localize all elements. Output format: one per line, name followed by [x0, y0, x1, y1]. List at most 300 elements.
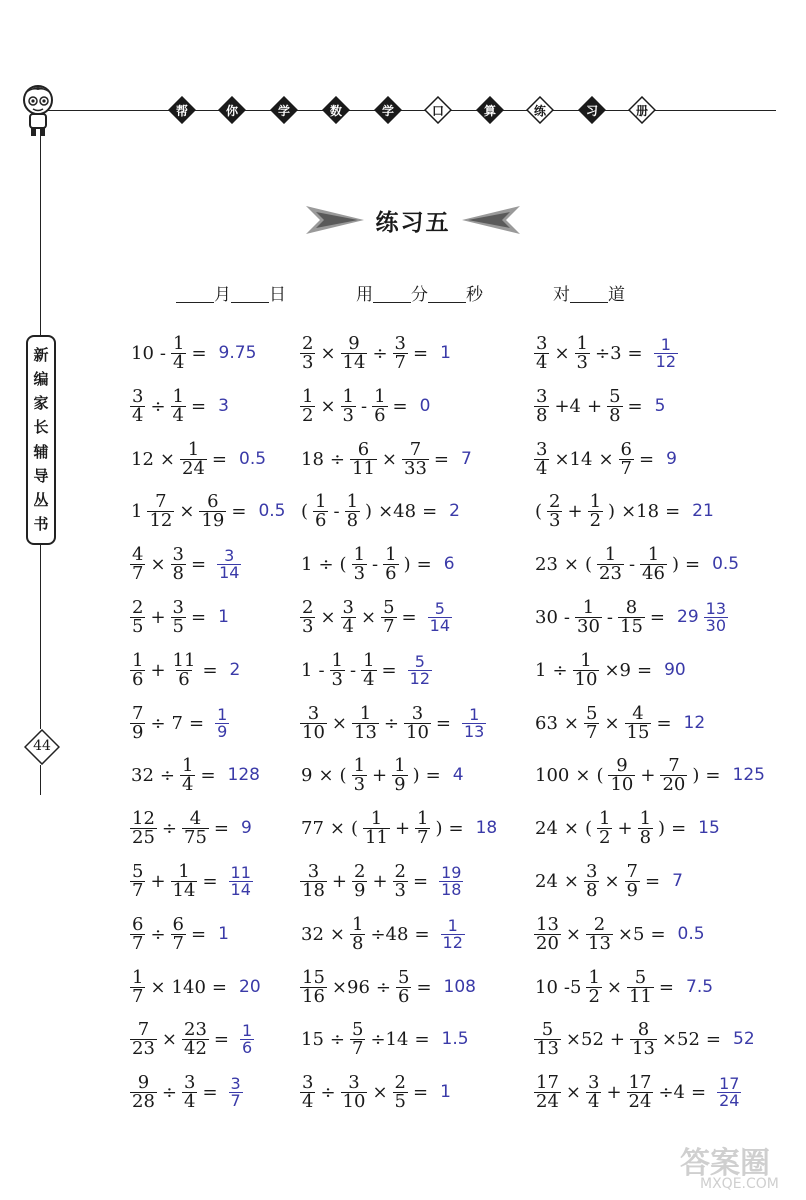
problem-expression [128, 438, 230, 479]
fraction [300, 385, 315, 426]
problem [298, 698, 488, 748]
expression-token: ÷14 [370, 1028, 409, 1050]
problem-expression [532, 966, 677, 1007]
expression-token: 2 [229, 660, 241, 680]
expression-token: ÷ [161, 817, 177, 839]
expression-token: - [318, 659, 325, 681]
expression-token: = [627, 342, 643, 364]
banner-diamond [270, 96, 298, 124]
handwritten-answer[interactable] [216, 343, 260, 363]
expression-token: = [213, 1028, 229, 1050]
handwritten-answer[interactable] [213, 704, 231, 741]
expression-token: ) [403, 553, 411, 575]
fraction-denominator: 14 [230, 879, 251, 899]
handwritten-answer[interactable] [709, 554, 742, 574]
expression-token: ÷ [150, 712, 166, 734]
fraction-denominator: 6 [242, 1037, 253, 1057]
problem-expression [532, 438, 657, 479]
expression-token: 18 [475, 818, 498, 838]
fraction-numerator: 1 [132, 966, 144, 988]
fraction-numerator: 1 [331, 649, 343, 671]
month-label: 月 [214, 285, 231, 305]
handwritten-answer[interactable] [652, 396, 669, 416]
fraction-numerator: 7 [409, 438, 422, 460]
expression-token: = [671, 817, 687, 839]
fraction-denominator: 46 [642, 562, 665, 584]
handwritten-answer[interactable] [255, 501, 288, 521]
expression-token: = [191, 342, 207, 364]
handwritten-answer[interactable] [661, 660, 689, 680]
fraction-denominator: 5 [132, 615, 144, 637]
expression-token: × [575, 764, 591, 786]
problem [128, 486, 289, 536]
problem [532, 434, 680, 484]
fraction-numerator: 19 [441, 862, 462, 882]
fraction [408, 651, 432, 688]
fraction-numerator: 5 [132, 860, 144, 882]
problem-expression [128, 860, 221, 901]
fraction-denominator: 12 [149, 509, 173, 531]
problem [298, 1014, 472, 1064]
handwritten-answer[interactable] [669, 871, 686, 891]
fraction-numerator: 3 [411, 702, 424, 724]
banner-char: 习 [585, 104, 598, 118]
fraction-numerator: 1 [132, 649, 144, 671]
fraction-denominator: 7 [132, 985, 144, 1007]
expression-token: = [435, 712, 451, 734]
expression-token: ÷ [329, 1028, 345, 1050]
fraction-numerator: 12 [132, 807, 155, 829]
fraction-numerator: 3 [307, 860, 320, 882]
banner-diamond [578, 96, 606, 124]
expression-token: 24 [535, 817, 558, 839]
handwritten-answer[interactable] [689, 501, 717, 521]
day-blank[interactable] [231, 302, 269, 303]
problem-expression [532, 860, 663, 901]
handwritten-answer[interactable] [437, 1082, 454, 1102]
problem-expression [128, 966, 230, 1007]
fraction [229, 1073, 243, 1110]
problem [298, 856, 465, 906]
fraction-numerator: 1 [599, 807, 611, 829]
expression-token: ( [596, 764, 604, 786]
expression-token: + [372, 764, 388, 786]
fraction-numerator: 9 [616, 754, 628, 776]
expression-token: 90 [664, 660, 686, 680]
problem [298, 803, 500, 853]
fraction-denominator: 18 [441, 879, 462, 899]
fraction-numerator: 5 [383, 596, 395, 618]
month-blank[interactable] [176, 302, 214, 303]
handwritten-answer[interactable] [715, 1073, 743, 1110]
series-char: 丛 [33, 491, 49, 510]
expression-token: 77 [301, 817, 324, 839]
expression-token: ÷3 [595, 342, 622, 364]
fraction-denominator: 28 [132, 1090, 155, 1112]
fraction-numerator: 1 [385, 543, 397, 565]
fraction [383, 543, 398, 584]
fraction-denominator: 7 [352, 1037, 364, 1059]
fraction [341, 385, 356, 426]
handwritten-answer[interactable] [730, 765, 768, 785]
handwritten-answer[interactable] [681, 713, 709, 733]
fraction-numerator: 1 [353, 754, 366, 776]
expression-token: × [179, 500, 195, 522]
fraction-numerator: 1 [580, 649, 592, 671]
fraction [638, 807, 653, 848]
handwritten-answer[interactable] [439, 1029, 472, 1049]
fraction-numerator: 1 [359, 702, 372, 724]
problem-expression [298, 385, 411, 426]
expression-token: ÷ [552, 659, 568, 681]
fraction [573, 649, 600, 690]
fraction [441, 915, 465, 952]
fraction-numerator: 2 [354, 860, 366, 882]
expression-token: - [372, 553, 379, 575]
problem-expression [298, 966, 435, 1007]
fraction [586, 913, 613, 954]
fraction-numerator: 1 [352, 913, 364, 935]
fraction-denominator: 42 [184, 1037, 207, 1059]
expression-token: = [416, 976, 432, 998]
fraction-denominator: 24 [536, 1090, 559, 1112]
expression-token: ×96 [331, 976, 370, 998]
expression-token: = [413, 1081, 429, 1103]
expression-token: ( [585, 553, 593, 575]
expression-token: × [598, 448, 614, 470]
handwritten-answer[interactable] [446, 501, 463, 521]
fraction [300, 702, 327, 743]
fraction [597, 807, 612, 848]
problem-expression [298, 649, 400, 690]
expression-token: 0.5 [239, 449, 267, 469]
fraction [608, 754, 635, 795]
fraction [534, 438, 549, 479]
expression-token: ( [535, 500, 543, 522]
problem [128, 645, 243, 695]
fraction [402, 438, 429, 479]
handwritten-answer[interactable] [437, 343, 454, 363]
fraction [404, 702, 431, 743]
fraction [627, 1071, 654, 1112]
fraction-numerator: 3 [172, 596, 184, 618]
fraction-numerator: 4 [132, 543, 144, 565]
fraction-denominator: 2 [599, 826, 611, 848]
fraction-denominator: 10 [574, 668, 598, 690]
fraction-denominator: 13 [588, 932, 611, 954]
problem-expression [532, 332, 646, 373]
fraction-denominator: 2 [588, 985, 600, 1007]
fraction [717, 1073, 741, 1110]
problem-expression [298, 754, 444, 795]
expression-token: ) [671, 553, 679, 575]
problem [128, 962, 264, 1012]
expression-token: × [565, 1081, 581, 1103]
fraction-numerator: 7 [626, 860, 638, 882]
fraction [130, 860, 145, 901]
problem-expression [532, 1071, 709, 1112]
expression-token: × [606, 976, 622, 998]
handwritten-answer[interactable] [238, 1020, 256, 1057]
expression-token: ÷ [320, 1081, 336, 1103]
problem-expression [128, 332, 210, 373]
handwritten-answer[interactable] [426, 598, 454, 635]
handwritten-answer[interactable] [458, 449, 475, 469]
expression-token: × [563, 712, 579, 734]
series-char: 新 [33, 345, 49, 364]
fraction-numerator: 2 [394, 860, 406, 882]
expression-token: × [604, 712, 620, 734]
fraction [171, 860, 198, 901]
fraction-numerator: 1 [647, 543, 660, 565]
expression-token: = [191, 395, 207, 417]
fraction-denominator: 4 [588, 1090, 600, 1112]
handwritten-answer[interactable] [439, 915, 467, 952]
handwritten-answer[interactable] [215, 545, 243, 582]
fraction-denominator: 6 [315, 509, 327, 531]
fraction-denominator: 30 [577, 615, 600, 637]
expression-token: - [628, 553, 636, 575]
problem-expression [298, 1018, 433, 1059]
fraction-numerator: 15 [302, 966, 325, 988]
handwritten-answer[interactable] [236, 449, 269, 469]
handwritten-answer[interactable] [441, 554, 458, 574]
problem [532, 909, 708, 959]
fraction [300, 1071, 315, 1112]
expression-token: 9 [301, 764, 313, 786]
problem [532, 645, 689, 695]
expression-token: ÷ [318, 553, 334, 575]
fraction-denominator: 10 [610, 773, 634, 795]
problem [128, 328, 259, 378]
second-blank[interactable] [428, 302, 466, 303]
expression-token: 7 [171, 712, 183, 734]
handwritten-answer[interactable] [460, 704, 488, 741]
banner-diamond [218, 96, 246, 124]
fraction-denominator: 7 [172, 932, 184, 954]
minute-blank[interactable] [373, 302, 411, 303]
fraction-denominator: 14 [172, 879, 196, 901]
handwritten-answer[interactable] [674, 598, 730, 635]
banner-diamond [526, 96, 554, 124]
banner-char: 册 [635, 104, 648, 118]
fraction-denominator: 9 [217, 721, 228, 741]
fraction-numerator: 2 [394, 1071, 406, 1093]
expression-token: 18 [301, 448, 324, 470]
problem [532, 328, 680, 378]
fraction-denominator: 12 [442, 932, 463, 952]
fraction-denominator: 24 [719, 1090, 740, 1110]
fraction-numerator: 7 [132, 702, 144, 724]
expression-token: ×52 [565, 1028, 604, 1050]
handwritten-answer[interactable] [437, 862, 465, 899]
expression-token: + [567, 500, 583, 522]
handwritten-answer[interactable] [215, 396, 232, 416]
fraction-numerator: 17 [628, 1071, 652, 1093]
expression-token: ) [435, 817, 443, 839]
expression-token: = [705, 1028, 721, 1050]
fraction-numerator: 13 [705, 598, 726, 618]
fraction-numerator: 1 [370, 807, 383, 829]
handwritten-answer[interactable] [227, 1073, 245, 1110]
fraction [130, 596, 145, 637]
expression-token: ÷ [383, 712, 399, 734]
fraction-numerator: 7 [137, 1018, 150, 1040]
handwritten-answer[interactable] [215, 607, 232, 627]
fraction-numerator: 1 [315, 490, 327, 512]
handwritten-answer[interactable] [225, 765, 263, 785]
expression-token: + [617, 817, 633, 839]
expression-token: = [645, 870, 661, 892]
handwritten-answer[interactable] [417, 396, 434, 416]
expression-token: = [191, 553, 207, 575]
expression-token: = [705, 764, 721, 786]
fraction [660, 754, 687, 795]
expression-token: 24 [535, 870, 558, 892]
fraction [350, 438, 377, 479]
fraction-denominator: 7 [230, 1090, 241, 1110]
problem [128, 592, 232, 642]
problem [532, 698, 708, 748]
fraction [300, 332, 315, 373]
fraction [625, 860, 640, 901]
fraction-denominator: 16 [302, 985, 325, 1007]
handwritten-answer[interactable] [683, 977, 716, 997]
expression-token: = [401, 606, 417, 628]
expression-token: = [213, 817, 229, 839]
record-line [176, 280, 676, 306]
fraction [130, 1071, 157, 1112]
fraction-numerator: 3 [184, 1071, 196, 1093]
problem [128, 539, 243, 589]
fraction-numerator: 7 [668, 754, 680, 776]
fraction-numerator: 1 [182, 754, 194, 776]
fraction-denominator: 3 [302, 351, 314, 373]
expression-token: × [161, 1028, 177, 1050]
handwritten-answer[interactable] [227, 862, 255, 899]
correct-count-blank[interactable] [570, 302, 608, 303]
expression-token: = [656, 712, 672, 734]
fraction-denominator: 23 [599, 562, 622, 584]
handwritten-answer[interactable] [695, 818, 723, 838]
handwritten-answer[interactable] [675, 924, 708, 944]
fraction-numerator: 2 [549, 490, 561, 512]
fraction-numerator: 1 [604, 543, 617, 565]
expression-token: ( [351, 817, 359, 839]
handwritten-answer[interactable] [473, 818, 501, 838]
handwritten-answer[interactable] [441, 977, 479, 997]
fraction-denominator: 7 [417, 826, 429, 848]
fraction-denominator: 30 [705, 615, 726, 635]
handwritten-answer[interactable] [406, 651, 434, 688]
problem [532, 962, 716, 1012]
expression-token: 2 [449, 501, 460, 521]
banner-char: 学 [277, 104, 290, 118]
fraction-numerator: 3 [588, 1071, 600, 1093]
handwritten-answer[interactable] [236, 977, 264, 997]
series-char: 家 [33, 394, 49, 413]
problem [128, 750, 263, 800]
expression-token: 10 [131, 342, 154, 364]
banner-diamond [424, 96, 452, 124]
expression-token: 0.5 [712, 554, 740, 574]
handwritten-answer[interactable] [227, 660, 244, 680]
fraction-numerator: 2 [302, 332, 314, 354]
handwritten-answer[interactable] [663, 449, 680, 469]
problem [128, 1014, 256, 1064]
banner-char: 数 [329, 104, 342, 118]
fraction [396, 966, 411, 1007]
expression-token: ×48 [378, 500, 417, 522]
fraction-denominator: 7 [132, 562, 144, 584]
handwritten-answer[interactable] [238, 818, 255, 838]
fraction [704, 598, 728, 635]
fraction-numerator: 5 [434, 598, 445, 618]
expression-token: = [200, 764, 216, 786]
expression-token: = [231, 500, 247, 522]
fraction [392, 754, 407, 795]
fraction [352, 702, 379, 743]
expression-token: 1 [131, 500, 143, 522]
fraction-numerator: 6 [207, 490, 219, 512]
fraction [171, 543, 186, 584]
fraction-numerator: 3 [348, 1071, 360, 1093]
fraction-denominator: 9 [354, 879, 366, 901]
handwritten-answer[interactable] [450, 765, 467, 785]
fraction-numerator: 1 [469, 704, 480, 724]
expression-token: × [372, 1081, 388, 1103]
problem-expression [532, 807, 689, 848]
problem [532, 592, 730, 642]
banner-char: 学 [381, 104, 394, 118]
handwritten-answer[interactable] [215, 924, 232, 944]
banner-char: 口 [431, 104, 444, 118]
handwritten-answer[interactable] [652, 334, 680, 371]
fraction-numerator: 1 [417, 807, 429, 829]
expression-token: ) [692, 764, 700, 786]
problem [532, 1067, 743, 1117]
expression-token: 1 [301, 553, 313, 575]
problem-expression [128, 649, 221, 690]
expression-token: × [563, 817, 579, 839]
fraction-numerator: 1 [242, 1020, 253, 1040]
fraction-denominator: 5 [172, 615, 184, 637]
expression-token: = [650, 923, 666, 945]
problem-expression [128, 1071, 221, 1112]
problem-expression [298, 438, 452, 479]
expression-token: = [416, 553, 432, 575]
expression-token: 9.75 [218, 343, 257, 363]
expression-token: 140 [171, 976, 206, 998]
page-number-text: 44 [33, 738, 51, 754]
fraction [625, 702, 652, 743]
handwritten-answer[interactable] [730, 1029, 758, 1049]
problem [532, 1014, 758, 1064]
problem-expression [298, 860, 431, 901]
fraction-denominator: 7 [383, 615, 395, 637]
fraction [130, 913, 145, 954]
expression-token: × [150, 976, 166, 998]
expression-token: = [191, 923, 207, 945]
fraction [361, 649, 376, 690]
expression-token: 23 [535, 553, 558, 575]
problem-expression [532, 596, 668, 637]
second-label: 秒 [466, 285, 483, 305]
banner-diamond [168, 96, 196, 124]
expression-token: 0.5 [258, 501, 286, 521]
fraction-numerator: 13 [536, 913, 559, 935]
fraction-numerator: 8 [637, 1018, 650, 1040]
